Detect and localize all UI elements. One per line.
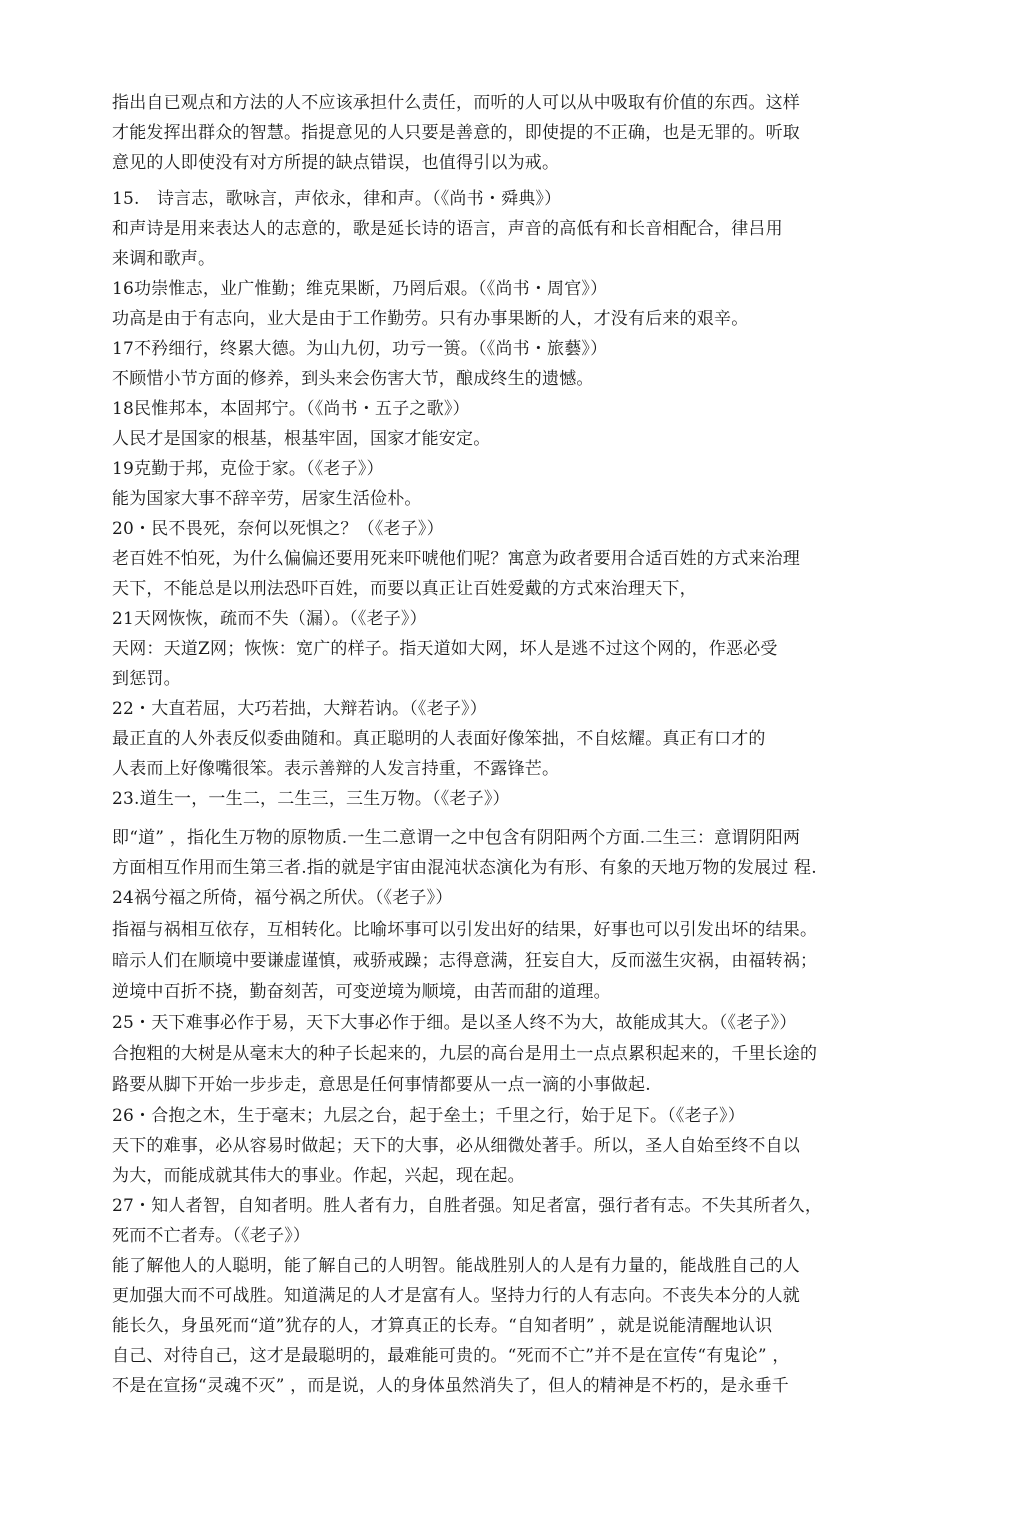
heading-15: 15. 诗言志，歌咏言，声依永，律和声。（《尚书・舜典》） [112,189,562,209]
heading-24: 24祸兮福之所倚，福兮祸之所伏。（《老子》） [112,888,453,908]
heading-22: 22・大直若屈，大巧若拙，大辩若讷。（《老子》） [112,699,487,719]
text-line: 能为国家大事不辞辛劳，居家生活俭朴。 [112,489,422,509]
text-line: 功高是由于有志向，业大是由于工作勤劳。只有办事果断的人，才没有后来的艰辛。 [112,309,749,329]
text-line: 自己、对待自己，这才是最聪明的，最难能可贵的。“死而不亡”并不是在宣传“有鬼论” ， [112,1346,790,1366]
text-line: 天下，不能总是以刑法恐吓百姓，而要以真正让百姓爱戴的方式來治理天下， [112,579,697,599]
text-line: 天网：天道Z网；恢恢：宽广的样子。指天道如大网，坏人是逃不过这个网的，作恶必受 [112,639,778,659]
text-line: 更加强大而不可战胜。知道满足的人才是富有人。坚持力行的人有志向。不丧失本分的人就 [112,1286,800,1306]
heading-18: 18民惟邦本，本固邦宁。（《尚书・五子之歌》） [112,399,470,419]
text-line: 来调和歌声。 [112,249,216,269]
text-line: 即“道” ，指化生万物的原物质.一生二意谓一之中包含有阴阳两个方面.二生三：意谓阴阳两 [112,828,801,848]
text-line: 指福与祸相互依存，互相转化。比喻坏事可以引发出好的结果，好事也可以引发出坏的结果。 [112,920,818,940]
text-line: 才能发挥出群众的智慧。指提意见的人只要是善意的，即使提的不正确，也是无罪的。听取 [112,123,800,143]
text-line: 和声诗是用来表达人的志意的，歌是延长诗的语言，声音的高低有和长音相配合，律吕用 [112,219,783,239]
heading-16: 16功崇惟志，业广惟勤；维克果断，乃罔后艰。（《尚书・周官》） [112,279,608,299]
heading-27: 27・知人者智，自知者明。胜人者有力，自胜者强。知足者富，强行者有志。不失其所者久， [112,1196,823,1216]
text-line: 人表而上好像嘴很笨。表示善辩的人发言持重，不露锋芒。 [112,759,560,779]
text-line: 老百姓不怕死，为什么偏偏还要用死来吓唬他们呢？寓意为政者要用合适百姓的方式来治理 [112,549,800,569]
heading-17: 17不矜细行，终累大德。为山九仞，功亏一篑。（《尚书・旅藝》） [112,339,608,359]
text-line: 为大，而能成就其伟大的事业。作起，兴起，现在起。 [112,1166,525,1186]
text-line: 意见的人即使没有对方所提的缺点错误，也值得引以为戒。 [112,153,560,173]
text-line: 能了解他人的人聪明，能了解自己的人明智。能战胜别人的人是有力量的，能战胜自己的人 [112,1256,800,1276]
heading-23: 23.道生一，一生二，二生三，三生万物。（《老子》） [112,789,510,809]
text-line: 到惩罚。 [112,669,181,689]
text-line: 死而不亡者寿。（《老子》） [112,1226,311,1246]
heading-26: 26・合抱之木，生于毫末；九层之台，起于垒土；千里之行，始于足下。（《老子》） [112,1106,745,1126]
text-line: 不顾惜小节方面的修养，到头来会伤害大节，酿成终生的遗憾。 [112,369,594,389]
text-line: 人民才是国家的根基，根基牢固，国家才能安定。 [112,429,491,449]
heading-20: 20・民不畏死，奈何以死惧之？（《老子》） [112,519,444,539]
text-line: 指出自已观点和方法的人不应该承担什么责任，而听的人可以从中吸取有价值的东西。这样 [112,93,800,113]
text-line: 方面相互作用而生第三者.指的就是宇宙由混沌状态演化为有形、有象的天地万物的发展过 程. [112,858,817,878]
text-line: 暗示人们在顺境中要谦虚谨慎，戒骄戒躁；志得意满，狂妄自大，反而滋生灾祸，由福转祸； [112,951,818,971]
heading-21: 21天网恢恢，疏而不失（漏）。（《老子》） [112,609,427,629]
text-line: 能长久，身虽死而“道”犹存的人，才算真正的长寿。“自知者明” ，就是说能清醒地认识 [112,1316,773,1336]
text-line: 路要从脚下开始一步步走，意思是任何事情都要从一点一滴的小事做起. [112,1075,651,1095]
heading-25: 25・天下难事必作于易，天下大事必作于细。是以圣人终不为大，故能成其大。（《老子》） [112,1013,797,1033]
text-line: 不是在宣扬“灵魂不灭” ，而是说，人的身体虽然消失了，但人的精神是不朽的，是永垂千 [112,1376,789,1396]
text-line: 最正直的人外表反似委曲随和。真正聪明的人表面好像笨拙，不自炫耀。真正有口才的 [112,729,766,749]
heading-19: 19克勤于邦，克俭于家。（《老子》） [112,459,384,479]
text-line: 天下的难事，必从容易时做起；天下的大事，必从细微处著手。所以，圣人自始至终不自以 [112,1136,800,1156]
text-line: 逆境中百折不挠，勤奋刻苦，可变逆境为顺境，由苦而甜的道理。 [112,982,611,1002]
text-line: 合抱粗的大树是从毫末大的种子长起来的，九层的高台是用土一点点累积起来的，千里长途的 [112,1044,818,1064]
